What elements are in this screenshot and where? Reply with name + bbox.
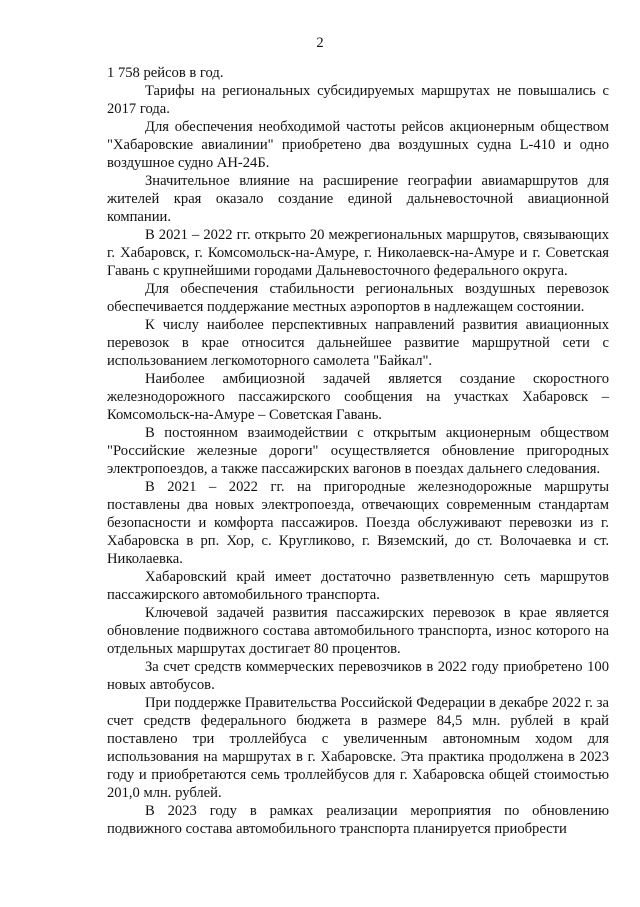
page-number: 2 <box>316 35 324 51</box>
paragraph: В 2023 году в рамках реализации мероприятия по обновлению подвижного состава автомобильного транспорта планируется приобрести <box>107 803 609 837</box>
paragraph: Для обеспечения стабильности региональных воздушных перевозок обеспечивается поддержание местных аэропортов в надлежащем состоянии. <box>107 281 609 315</box>
paragraph: В 2021 – 2022 гг. на пригородные железнодорожные маршруты поставлены два новых электропоезда, отвечающих современным стандартам безопасности и комфорта пассажиров. Поезда обслуживают перевозки из г. Хабаровска в рп. Хор, с. Кругликово, г. Вяземский, до ст. Волочаевка и ст. Николаевка. <box>107 479 609 567</box>
paragraph: Значительное влияние на расширение географии авиамаршрутов для жителей края оказало создание единой дальневосточной авиационной компании. <box>107 173 609 225</box>
paragraph: В 2021 – 2022 гг. открыто 20 межрегиональных маршрутов, связывающих г. Хабаровск, г. Комсомольск-на-Амуре, г. Николаевск-на-Амуре и г. Советская Гавань с крупнейшими городами Дальневосточного федерального округа. <box>107 227 609 279</box>
paragraph: Ключевой задачей развития пассажирских перевозок в крае является обновление подвижного состава автомобильного транспорта, износ которого на отдельных маршрутах достигает 80 процентов. <box>107 605 609 657</box>
paragraph: Тарифы на региональных субсидируемых маршрутах не повышались с 2017 года. <box>107 83 609 117</box>
paragraph: Наиболее амбициозной задачей является создание скоростного железнодорожного пассажирского сообщения на участках Хабаровск – Комсомольск-на-Амуре – Советская Гавань. <box>107 371 609 423</box>
paragraph: 1 758 рейсов в год. <box>107 65 224 81</box>
paragraph: В постоянном взаимодействии с открытым акционерным обществом "Российские железные дороги" осуществляется обновление пригородных электропоездов, а также пассажирских вагонов в поездах дальнего следования. <box>107 425 609 477</box>
paragraph: При поддержке Правительства Российской Федерации в декабре 2022 г. за счет средств федерального бюджета в размере 84,5 млн. рублей в край поставлено три троллейбуса с увеличенным автономным ходом для использования на маршрутах в г. Хабаровске. Эта практика продолжена в 2023 году и приобретаются семь троллейбусов для г. Хабаровска общей стоимостью 201,0 млн. рублей. <box>107 695 609 801</box>
paragraph: К числу наиболее перспективных направлений развития авиационных перевозок в крае относится дальнейшее развитие маршрутной сети с использованием легкомоторного самолета "Байкал". <box>107 317 609 369</box>
paragraph: Для обеспечения необходимой частоты рейсов акционерным обществом "Хабаровские авиалинии" приобретено два воздушных судна L-410 и одно воздушное судно АН-24Б. <box>107 119 609 171</box>
document-body <box>107 64 609 838</box>
paragraph: Хабаровский край имеет достаточно разветвленную сеть маршрутов пассажирского автомобильного транспорта. <box>107 569 609 603</box>
paragraph: За счет средств коммерческих перевозчиков в 2022 году приобретено 100 новых автобусов. <box>107 659 609 693</box>
